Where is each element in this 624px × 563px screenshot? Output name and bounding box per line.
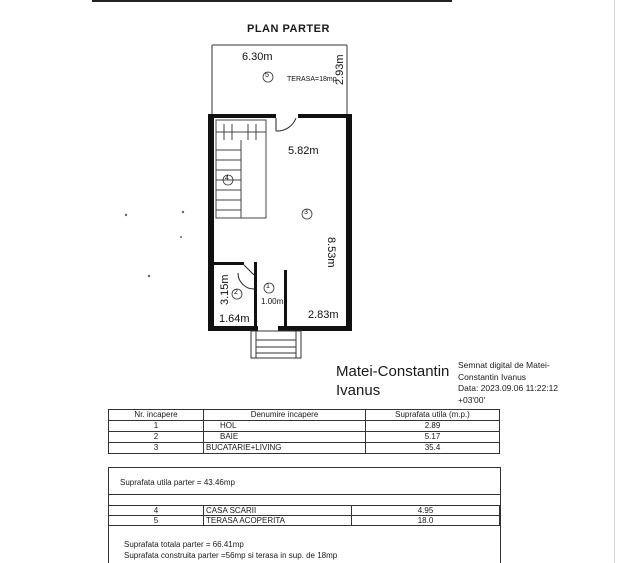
dim-terrace-width: 6.30m: [242, 51, 273, 63]
table-frame-right: [500, 467, 501, 563]
table-row: [109, 506, 500, 516]
header-name: Denumire incapere: [204, 410, 366, 421]
stair-drawing: [216, 120, 266, 218]
header-nr: Nr. incapere: [109, 410, 204, 421]
useful-area-total: Suprafata utila parter = 43.46mp: [120, 478, 235, 487]
row-area: 4.95: [352, 506, 500, 516]
plan-title: PLAN PARTER: [247, 23, 330, 35]
signature-line-1: Semnat digital de Matei-: [458, 360, 550, 370]
dim-terrace-depth: 2.93m: [334, 54, 346, 85]
signature-details: [458, 360, 568, 406]
row-name: BAIE: [204, 432, 366, 443]
row-name: TERASA ACOPERITA: [204, 516, 352, 526]
row-area: 5.17: [366, 432, 500, 443]
row-area: 18.0: [352, 516, 500, 526]
dim-bath-depth: 3.15m: [219, 274, 231, 305]
table-row: [109, 443, 500, 454]
table-frame-line: [108, 467, 501, 468]
row-name: BUCATARIE+LIVING: [204, 443, 366, 454]
table-frame-line: [108, 494, 501, 495]
row-nr: 4: [109, 506, 204, 516]
dim-kitchen-width: 2.83m: [308, 309, 339, 321]
bath-number: 2: [234, 289, 238, 296]
table-row: [109, 432, 500, 443]
terrace-label: TERASA=18mp: [287, 76, 337, 83]
table-header-row: [109, 410, 500, 421]
signature-line-4: +03'00': [458, 394, 486, 405]
row-area: 2.89: [366, 421, 500, 432]
table-row: [109, 516, 500, 526]
entrance-steps: [251, 331, 301, 358]
row-name: CASA SCARII: [204, 506, 352, 516]
total-area: Suprafata totala parter = 66.41mp: [124, 540, 244, 549]
row-name: HOL: [204, 421, 366, 432]
signature-line-2: Constantin Ivanus: [458, 371, 527, 382]
row-nr: 5: [109, 516, 204, 526]
built-area: Suprafata construita parter =56mp si terasa in sup. de 18mp: [124, 551, 338, 560]
row-nr: 2: [109, 432, 204, 443]
dim-living-width: 5.82m: [288, 145, 319, 157]
header-area: Suprafata utila (m.p.): [366, 410, 500, 421]
scan-marks: [125, 211, 184, 277]
row-nr: 1: [109, 421, 204, 432]
signature-name: Matei-Constantin Ivanus: [336, 363, 450, 399]
door-swings: [238, 118, 296, 289]
dim-living-depth: 8.53m: [325, 237, 337, 268]
dim-bath-width: 1.64m: [219, 313, 250, 325]
signature-line-3: Data: 2023.09.06 11:22:12: [458, 383, 559, 393]
rooms-table: [108, 409, 500, 454]
row-nr: 3: [109, 443, 204, 454]
row-area: 35.4: [366, 443, 500, 454]
terrace-number: 5: [265, 72, 269, 79]
rooms-table-secondary: [108, 505, 500, 526]
hall-number: 1: [266, 283, 270, 290]
table-row: [109, 421, 500, 432]
dim-hall-width: 1.00m: [261, 297, 284, 306]
stair-number: 4: [225, 175, 229, 182]
living-number: 3: [304, 209, 308, 216]
